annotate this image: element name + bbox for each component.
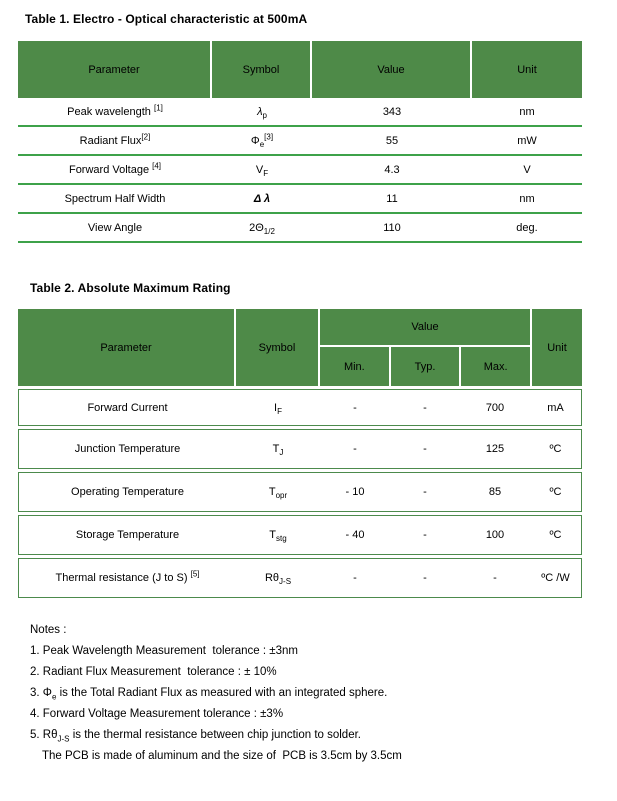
table1-header-parameter: Parameter bbox=[18, 41, 210, 98]
symbol-cell: $T_{stg}$ bbox=[269, 529, 287, 544]
max-cell: 700 bbox=[485, 401, 505, 414]
table2-title: Table 2. Absolute Maximum Rating bbox=[30, 281, 231, 295]
table-row bbox=[18, 156, 582, 185]
table2-body bbox=[18, 389, 582, 598]
unit-cell: mW bbox=[517, 134, 537, 147]
typ-cell: - bbox=[423, 486, 427, 498]
max-cell: 125 bbox=[485, 443, 505, 455]
parameter-cell: Forward Voltage [4] bbox=[68, 160, 162, 176]
parameter-cell: Thermal resistance (J to S) [5] bbox=[55, 569, 200, 584]
table1-header-unit: Unit bbox=[472, 41, 582, 98]
min-cell: - bbox=[353, 572, 357, 584]
parameter-cell: Forward Current bbox=[87, 401, 168, 414]
table-row bbox=[18, 429, 582, 469]
min-cell: - bbox=[353, 443, 357, 455]
table2-header-value-group bbox=[320, 309, 530, 386]
max-cell: 85 bbox=[488, 486, 502, 498]
value-cell: 55 bbox=[385, 134, 399, 147]
table2-header-typ: Typ. bbox=[391, 347, 460, 386]
parameter-cell: Junction Temperature bbox=[74, 443, 181, 455]
symbol-cell: $V_F$ bbox=[255, 163, 269, 178]
note-5-continuation: The PCB is made of aluminum and the size of PCB is 3.5cm by 3.5cm bbox=[42, 750, 402, 762]
note-4: 4. Forward Voltage Measurement tolerance : ±3% bbox=[30, 708, 284, 720]
unit-cell: mA bbox=[547, 401, 564, 414]
value-cell: 11 bbox=[386, 192, 398, 205]
value-cell: 4.3 bbox=[384, 163, 400, 176]
table-row bbox=[18, 558, 582, 598]
parameter-cell: Storage Temperature bbox=[75, 529, 180, 541]
typ-cell: - bbox=[423, 443, 427, 455]
table2-header-value: Value bbox=[320, 309, 530, 345]
table2-header-min: Min. bbox=[320, 347, 389, 386]
table-row bbox=[18, 127, 582, 156]
table1-header-symbol: Symbol bbox=[212, 41, 310, 98]
note-2: 2. Radiant Flux Measurement tolerance : ± 10% bbox=[30, 666, 277, 678]
symbol-cell: $\lambda_p$ bbox=[257, 105, 267, 120]
note-3: 3. $\Phi_e$ is the Total Radiant Flux as measured with an integrated sphere. bbox=[30, 687, 388, 702]
table1 bbox=[18, 41, 582, 243]
value-cell: 110 bbox=[383, 221, 401, 234]
notes-heading: Notes : bbox=[30, 624, 67, 636]
min-cell: - 10 bbox=[345, 486, 365, 498]
parameter-cell: Spectrum Half Width bbox=[64, 192, 166, 205]
typ-cell: - bbox=[423, 401, 427, 414]
note-5: 5. $R\theta_{J-S}$ is the thermal resistance between chip junction to solder. bbox=[30, 729, 361, 744]
table2-header-parameter: Parameter bbox=[18, 309, 234, 386]
min-cell: - 40 bbox=[345, 529, 365, 541]
parameter-cell: View Angle bbox=[87, 221, 143, 234]
unit-cell: nm bbox=[519, 192, 535, 205]
symbol-cell: $2\Theta_{1/2}$ bbox=[249, 221, 275, 236]
table2-header-symbol: Symbol bbox=[236, 309, 318, 386]
table1-title: Table 1. Electro - Optical characteristic at 500mA bbox=[25, 12, 308, 26]
notes-section bbox=[30, 620, 617, 767]
symbol-cell: Δ λ bbox=[253, 192, 271, 205]
min-cell: - bbox=[353, 401, 357, 414]
symbol-cell: $T_{opr}$ bbox=[268, 486, 288, 501]
table-row bbox=[18, 214, 582, 243]
table-row bbox=[18, 185, 582, 214]
symbol-cell: $I_F$ bbox=[274, 401, 282, 416]
table-row bbox=[18, 389, 582, 426]
symbol-cell: $\Phi_e[3]$ bbox=[250, 131, 274, 149]
unit-cell: deg. bbox=[516, 221, 538, 234]
symbol-cell: $R\theta_{J-S}$ bbox=[264, 572, 292, 587]
symbol-cell: $T_J$ bbox=[272, 443, 284, 458]
table2-header-max: Max. bbox=[461, 347, 530, 386]
table-row bbox=[18, 472, 582, 512]
table-row bbox=[18, 515, 582, 555]
typ-cell: - bbox=[423, 529, 427, 541]
table2-header-unit: Unit bbox=[532, 309, 582, 386]
parameter-cell: Peak wavelength [1] bbox=[67, 102, 163, 118]
unit-cell: nm bbox=[519, 105, 535, 118]
table2 bbox=[18, 309, 582, 598]
unit-cell: ºC bbox=[549, 529, 562, 541]
unit-cell: ºC bbox=[549, 486, 562, 498]
parameter-cell: Operating Temperature bbox=[71, 486, 184, 498]
table-row bbox=[18, 98, 582, 127]
max-cell: 100 bbox=[485, 529, 505, 541]
unit-cell: V bbox=[523, 163, 531, 176]
max-cell: - bbox=[493, 572, 497, 584]
note-1: 1. Peak Wavelength Measurement tolerance : ±3nm bbox=[30, 645, 298, 657]
value-cell: 343 bbox=[382, 105, 402, 118]
unit-cell: ºC /W bbox=[541, 572, 570, 584]
unit-cell: ºC bbox=[549, 443, 562, 455]
parameter-cell: Radiant Flux[2] bbox=[79, 131, 151, 147]
table2-header-row bbox=[18, 309, 582, 386]
typ-cell: - bbox=[423, 572, 427, 584]
table1-header-row bbox=[18, 41, 582, 98]
table1-header-value: Value bbox=[312, 41, 470, 98]
